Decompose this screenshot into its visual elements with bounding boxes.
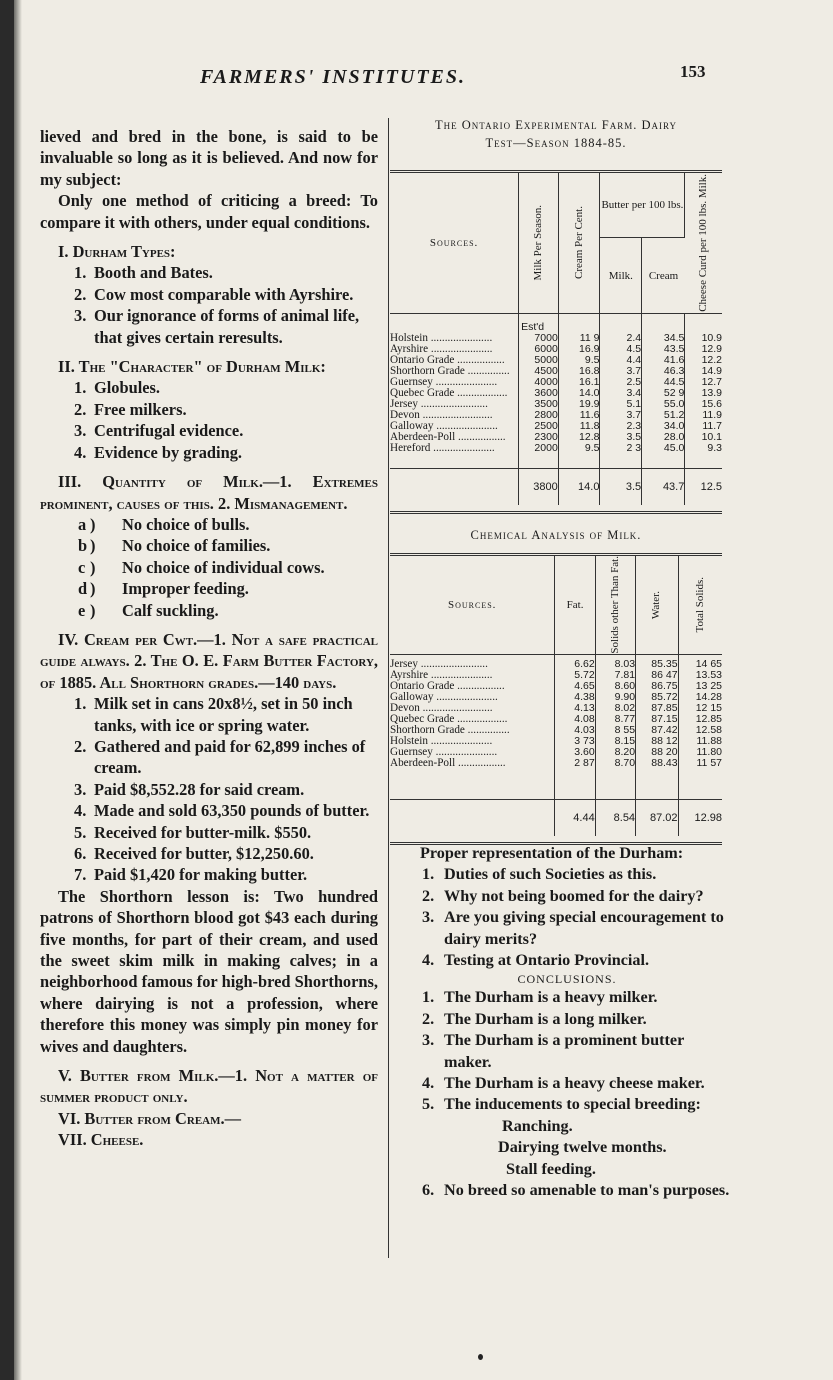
table-row: [390, 670, 722, 681]
factory-fact-number: 4.: [74, 801, 87, 821]
butter-cream-cell: 52 9: [642, 388, 685, 399]
chem-header-water: Water.: [636, 555, 678, 655]
cause-text: Calf suckling.: [122, 600, 219, 620]
dairy-avg-milk: 3800: [519, 469, 559, 506]
fat-cell: 4.65: [555, 681, 595, 692]
right-tables: [386, 116, 726, 845]
cause-letter: a: [78, 514, 87, 534]
right-column-text: [402, 843, 732, 1202]
butter-cream-cell: 45.0: [642, 443, 685, 454]
butter-cream-cell: 51.2: [642, 410, 685, 421]
durham-type-text: Cow most comparable with Ayrshire.: [94, 284, 354, 304]
table-row: [390, 703, 722, 714]
dairy-avg-cheese: 12.5: [685, 469, 722, 506]
milk-character-number: 1.: [74, 378, 87, 398]
table-row: [390, 725, 722, 736]
mismanagement-cause-4: [40, 578, 378, 599]
solids-cell: 8.60: [595, 681, 635, 692]
water-cell: 88.43: [636, 758, 678, 769]
cream-cell: 16.1: [558, 377, 600, 388]
dairy-header-butter: Butter per 100 lbs.: [600, 172, 685, 238]
dairy-header-cream: Cream Per Cent.: [558, 172, 600, 314]
fat-cell: 3.60: [555, 747, 595, 758]
cheese-cell: 10.9: [701, 332, 722, 344]
section-4-list: [40, 693, 378, 886]
source-cell: Hereford ......................: [390, 443, 519, 454]
conclusion-number: 5.: [422, 1095, 435, 1114]
source-cell: Ontario Grade .................: [390, 355, 519, 366]
factory-fact-text: Received for butter, $12,250.60.: [94, 844, 314, 863]
conclusion-2: [402, 1009, 732, 1030]
cause-letter: b: [78, 536, 88, 556]
cause-paren: ): [90, 557, 96, 577]
section-2-list: [40, 377, 378, 463]
butter-cream-cell: 34.0: [642, 421, 685, 432]
source-cell: Guernsey ......................: [390, 377, 519, 388]
cause-paren: ): [90, 536, 96, 556]
milk-character-text: Free milkers.: [94, 399, 187, 419]
mismanagement-cause-1: [40, 514, 378, 535]
butter-cream-cell: 41.6: [642, 355, 685, 366]
representation-item-text: Duties of such Societies as this.: [444, 865, 657, 884]
fat-cell: 4.38: [555, 692, 595, 703]
total-cell: 13 25: [695, 679, 722, 692]
cream-cell: 16.8: [558, 366, 600, 377]
empty-cell: [685, 314, 722, 334]
chem-header-total: Total Solids.: [693, 577, 706, 633]
milk-character-text: Centrifugal evidence.: [94, 421, 244, 441]
source-cell: Galloway ......................: [390, 692, 555, 703]
conclusion-text: The Durham is a heavy cheese maker.: [444, 1074, 705, 1093]
table-row: [390, 681, 722, 692]
total-cell: 14.28: [695, 690, 722, 703]
table-row: [390, 659, 722, 670]
water-cell: 85.72: [636, 692, 678, 703]
method-paragraph: Only one method of criticing a breed: To compare it with others, under equal conditions.: [40, 191, 378, 232]
durham-type-number: 2.: [74, 284, 87, 304]
empty-cell: [558, 314, 600, 334]
conclusion-6: [402, 1180, 732, 1201]
factory-fact-number: 7.: [74, 865, 87, 885]
butter-cream-cell: 28.0: [642, 432, 685, 443]
factory-fact-3: [40, 779, 378, 800]
conclusion-number: 6.: [422, 1181, 435, 1200]
durham-type-text: Our ignorance of forms of animal life, that gives certain reresults.: [94, 306, 360, 347]
butter-milk-cell: 2.5: [600, 377, 642, 388]
representation-item-text: Are you giving special encouragement to dairy merits?: [444, 908, 724, 948]
cheese-cell: 12.2: [701, 354, 722, 366]
solids-cell: 8.70: [595, 758, 635, 769]
water-cell: 87.42: [636, 725, 678, 736]
water-cell: 86 47: [636, 670, 678, 681]
milk-cell: 2500: [519, 421, 559, 432]
chem-avg-fat: 4.44: [555, 799, 595, 836]
cheese-cell: 15.6: [701, 398, 722, 410]
fat-cell: 4.13: [555, 703, 595, 714]
dairy-header-butter-cream: Cream: [648, 269, 679, 282]
cream-cell: 11 9: [558, 333, 600, 344]
conclusion-text: The inducements to special breeding:: [444, 1095, 701, 1114]
fat-cell: 3 73: [555, 736, 595, 747]
chem-header-row: [390, 555, 722, 655]
factory-fact-number: 3.: [74, 779, 87, 799]
butter-milk-cell: 3.5: [600, 432, 642, 443]
source-cell: Jersey ........................: [390, 659, 555, 670]
source-cell: Quebec Grade ..................: [390, 388, 519, 399]
factory-fact-text: Paid $8,552.28 for said cream.: [94, 779, 305, 799]
dairy-caption-line-2: Test—Season 1884-85.: [485, 136, 627, 150]
factory-fact-1: [40, 693, 378, 736]
table-row: [390, 736, 722, 747]
total-cell: 11 57: [696, 756, 722, 769]
source-cell: Shorthorn Grade ...............: [390, 725, 555, 736]
solids-cell: 9.90: [595, 692, 635, 703]
water-cell: 87.85: [636, 703, 678, 714]
durham-type-2: [40, 284, 378, 305]
section-3-heading: III. Quantity of Milk.—1. Extremes prominent, causes of this. 2. Mismanagement.: [40, 472, 378, 513]
estimated-label: Est'd: [519, 314, 559, 334]
milk-cell: 6000: [519, 344, 559, 355]
breeding-inducement-3: Stall feeding.: [506, 1159, 596, 1178]
chem-average-row: [390, 799, 722, 836]
representation-item-3: [402, 907, 732, 950]
representation-item-4: [402, 950, 732, 971]
dairy-estimated-row: [390, 314, 722, 334]
water-cell: 85.35: [636, 659, 678, 670]
table-row: [390, 758, 722, 769]
milk-character-number: 2.: [74, 399, 87, 419]
butter-cream-cell: 46.3: [642, 366, 685, 377]
section-3-list: [40, 514, 378, 621]
page-number: 153: [680, 62, 706, 81]
factory-fact-5: [40, 822, 378, 843]
representation-item-text: Why not being boomed for the dairy?: [444, 886, 704, 905]
milk-character-text: Globules.: [94, 378, 161, 398]
cause-letter: d: [78, 579, 88, 599]
source-cell: Devon .........................: [390, 703, 555, 714]
cause-paren: ): [90, 579, 96, 599]
left-column: [40, 126, 378, 1151]
section-1-heading: I. Durham Types:: [58, 242, 176, 262]
page-mark: [478, 1354, 483, 1360]
intro-paragraph: lieved and bred in the bone, is said to be invaluable so long as it is believed. And now for my subject:: [40, 127, 378, 189]
section-2-heading: II. The "Character" of Durham Milk:: [58, 357, 326, 377]
durham-type-1: [40, 262, 378, 283]
source-cell: Jersey ........................: [390, 399, 519, 410]
conclusion-5: [402, 1094, 732, 1115]
durham-type-text: Booth and Bates.: [94, 263, 213, 283]
conclusions-heading: CONCLUSIONS.: [517, 972, 617, 987]
chem-header-fat: Fat.: [555, 555, 595, 655]
table-row: [390, 714, 722, 725]
source-cell: Ayrshire ......................: [390, 670, 555, 681]
chem-table-caption: Chemical Analysis of Milk.: [470, 528, 642, 542]
page-binding-shadow: [14, 0, 22, 1380]
cause-text: No choice of families.: [122, 536, 271, 556]
representation-item-1: [402, 864, 732, 885]
dairy-header-sources: Sources.: [390, 172, 519, 314]
solids-cell: 8.15: [595, 736, 635, 747]
milk-character-4: [40, 442, 378, 463]
source-cell: Quebec Grade ..................: [390, 714, 555, 725]
factory-fact-number: 2.: [74, 736, 87, 756]
chemical-analysis-table: [390, 553, 722, 845]
water-cell: 87.15: [636, 714, 678, 725]
solids-cell: 8.20: [595, 747, 635, 758]
butter-milk-cell: 4.4: [600, 355, 642, 366]
conclusion-1: [402, 987, 732, 1008]
chem-avg-water: 87.02: [636, 799, 678, 836]
dairy-avg-butter-milk: 3.5: [600, 469, 642, 506]
table-row: [390, 692, 722, 703]
milk-character-text: Evidence by grading.: [94, 442, 242, 462]
dairy-caption-line-1: The Ontario Experimental Farm. Dairy: [435, 118, 677, 132]
cause-paren: ): [90, 600, 96, 620]
milk-character-1: [40, 377, 378, 398]
dairy-table-caption: [386, 116, 726, 152]
mismanagement-cause-2: [40, 535, 378, 556]
conclusion-number: 3.: [422, 1031, 435, 1050]
solids-cell: 8 55: [595, 725, 635, 736]
butter-milk-cell: 2 3: [600, 443, 642, 454]
cream-cell: 9.5: [558, 355, 600, 366]
cheese-cell: 12.7: [701, 376, 722, 388]
fat-cell: 4.03: [555, 725, 595, 736]
cream-cell: 12.8: [558, 432, 600, 443]
breeding-inducement-2: Dairying twelve months.: [498, 1138, 667, 1157]
source-cell: Devon .........................: [390, 410, 519, 421]
durham-type-3: [40, 305, 378, 348]
factory-fact-number: 1.: [74, 694, 87, 714]
durham-type-number: 1.: [74, 263, 87, 283]
factory-fact-text: Made and sold 63,350 pounds of butter.: [94, 801, 370, 821]
factory-fact-text: Paid $1,420 for making butter.: [94, 865, 308, 885]
cause-text: No choice of individual cows.: [122, 557, 325, 577]
cheese-cell: 14.9: [701, 365, 722, 377]
total-cell: 12.58: [695, 723, 722, 736]
cause-text: No choice of bulls.: [122, 514, 250, 534]
total-cell: 14 65: [695, 657, 722, 670]
butter-milk-cell: 5.1: [600, 399, 642, 410]
total-cell: 12.85: [695, 712, 722, 725]
mismanagement-cause-3: [40, 557, 378, 578]
conclusion-4: [402, 1073, 732, 1094]
source-cell: Holstein ......................: [390, 333, 519, 344]
cheese-cell: 12.9: [701, 343, 722, 355]
fat-cell: 6.62: [555, 659, 595, 670]
solids-cell: 8.03: [595, 659, 635, 670]
source-cell: Aberdeen-Poll .................: [390, 432, 519, 443]
dairy-header-milk: Milk Per Season.: [519, 172, 559, 314]
representation-item-2: [402, 886, 732, 907]
dairy-header-cheese: Cheese Curd per 100 lbs. Milk.: [697, 174, 710, 312]
butter-cream-cell: 43.5: [642, 344, 685, 355]
representation-list: [402, 864, 732, 971]
representation-item-number: 1.: [422, 865, 435, 884]
milk-cell: 7000: [519, 333, 559, 344]
dairy-header-row: [390, 172, 722, 238]
source-cell: Shorthorn Grade ...............: [390, 366, 519, 377]
conclusion-number: 1.: [422, 988, 435, 1007]
conclusion-number: 2.: [422, 1009, 435, 1028]
section-5-heading: V. Butter from Milk.—1. Not a matter of summer product only.: [40, 1066, 378, 1107]
milk-character-number: 4.: [74, 442, 87, 462]
empty-cell: [390, 314, 519, 334]
factory-fact-number: 6.: [74, 844, 87, 863]
fat-cell: 4.08: [555, 714, 595, 725]
empty-cell: [600, 314, 642, 334]
running-header: FARMERS' INSTITUTES.: [200, 66, 467, 88]
solids-cell: 8.02: [595, 703, 635, 714]
representation-item-number: 3.: [422, 908, 435, 927]
dairy-avg-butter-cream: 43.7: [642, 469, 685, 506]
fat-cell: 2 87: [555, 758, 595, 769]
section-4-heading: IV. Cream per Cwt.—1. Not a safe practical guide always. 2. The O. E. Farm Butter Factory, of 1885. All Shorthorn grades.—140 days.: [40, 629, 378, 692]
mismanagement-cause-5: [40, 600, 378, 621]
dairy-test-table: [390, 170, 722, 514]
solids-cell: 8.77: [595, 714, 635, 725]
representation-item-text: Testing at Ontario Provincial.: [444, 951, 650, 970]
cause-text: Improper feeding.: [122, 579, 249, 599]
cream-cell: 16.9: [558, 344, 600, 355]
cause-letter: e: [78, 600, 86, 620]
table-row: [390, 443, 722, 454]
cheese-cell: 11.7: [702, 420, 722, 432]
cream-cell: 11.8: [558, 421, 600, 432]
cause-paren: ): [90, 514, 96, 534]
representation-item-number: 2.: [422, 886, 435, 905]
total-cell: 11.88: [696, 734, 722, 747]
chem-header-solids: Solids other Than Fat.: [595, 555, 635, 655]
cheese-cell: 13.9: [701, 387, 722, 399]
source-cell: Guernsey ......................: [390, 747, 555, 758]
conclusion-text: No breed so amenable to man's purposes.: [444, 1181, 730, 1200]
chem-avg-solids: 8.54: [595, 799, 635, 836]
conclusion-text: The Durham is a heavy milker.: [444, 988, 658, 1007]
conclusion-number: 4.: [422, 1074, 435, 1093]
source-cell: Ontario Grade .................: [390, 681, 555, 692]
total-cell: 13.53: [695, 668, 722, 681]
butter-cream-cell: 44.5: [642, 377, 685, 388]
chem-avg-total: 12.98: [678, 799, 722, 836]
source-cell: Ayrshire ......................: [390, 344, 519, 355]
milk-cell: 2000: [519, 443, 559, 454]
butter-cream-cell: 34.5: [642, 333, 685, 344]
section-6-heading: VI. Butter from Cream.—: [58, 1108, 241, 1128]
table-row: [390, 747, 722, 758]
cream-cell: 9.5: [558, 443, 600, 454]
cream-cell: 11.6: [558, 410, 600, 421]
milk-character-2: [40, 399, 378, 420]
empty-cell: [642, 314, 685, 334]
butter-milk-cell: 2.4: [600, 333, 642, 344]
section-7-heading: VII. Cheese.: [58, 1130, 144, 1150]
cause-letter: c: [78, 557, 86, 577]
breeding-inducement-1: Ranching.: [502, 1116, 573, 1135]
cream-cell: 14.0: [558, 388, 600, 399]
solids-cell: 7.81: [595, 670, 635, 681]
water-cell: 88 20: [636, 747, 678, 758]
durham-type-number: 3.: [74, 306, 87, 326]
butter-milk-cell: 2.3: [600, 421, 642, 432]
fat-cell: 5.72: [555, 670, 595, 681]
factory-fact-7: [40, 864, 378, 885]
cream-cell: 19.9: [558, 399, 600, 410]
milk-cell: 2300: [519, 432, 559, 443]
butter-cream-cell: 55.0: [642, 399, 685, 410]
page-binding-edge: [0, 0, 14, 1380]
dairy-avg-cream: 14.0: [558, 469, 600, 506]
cheese-cell: 10.1: [701, 431, 722, 443]
milk-cell: 4000: [519, 377, 559, 388]
water-cell: 88 12: [636, 736, 678, 747]
milk-cell: 3500: [519, 399, 559, 410]
final-conclusion: [402, 1180, 732, 1201]
butter-milk-cell: 4.5: [600, 344, 642, 355]
breeding-inducements-list: [402, 1116, 732, 1180]
cheese-cell: 9.3: [707, 442, 722, 454]
source-cell: Aberdeen-Poll .................: [390, 758, 555, 769]
butter-milk-cell: 3.7: [600, 410, 642, 421]
dairy-average-row: [390, 469, 722, 506]
water-cell: 86.75: [636, 681, 678, 692]
milk-cell: 4500: [519, 366, 559, 377]
butter-milk-cell: 3.4: [600, 388, 642, 399]
chem-header-sources: Sources.: [390, 555, 555, 655]
milk-character-number: 3.: [74, 421, 87, 441]
milk-cell: 5000: [519, 355, 559, 366]
conclusion-text: The Durham is a long milker.: [444, 1009, 647, 1028]
factory-fact-number: 5.: [74, 822, 87, 842]
cheese-cell: 11.9: [702, 409, 722, 421]
source-cell: Holstein ......................: [390, 736, 555, 747]
conclusion-text: The Durham is a prominent butter maker.: [444, 1031, 684, 1071]
milk-character-3: [40, 420, 378, 441]
factory-fact-2: [40, 736, 378, 779]
milk-cell: 2800: [519, 410, 559, 421]
factory-fact-text: Received for butter-milk. $550.: [94, 822, 312, 842]
conclusions-list: [402, 987, 732, 1115]
total-cell: 12 15: [695, 701, 722, 714]
dairy-header-butter-milk: Milk.: [600, 238, 642, 314]
factory-fact-6: [40, 843, 378, 864]
source-cell: Galloway ......................: [390, 421, 519, 432]
representation-item-number: 4.: [422, 951, 435, 970]
section-1-list: [40, 262, 378, 348]
factory-fact-text: Gathered and paid for 62,899 inches of cream.: [94, 736, 366, 778]
proper-representation: Proper representation of the Durham:: [420, 844, 684, 862]
factory-fact-text: Milk set in cans 20x8½, set in 50 inch tanks, with ice or spring water.: [94, 694, 353, 735]
milk-cell: 3600: [519, 388, 559, 399]
conclusion-3: [402, 1030, 732, 1073]
factory-fact-4: [40, 800, 378, 821]
shorthorn-lesson: The Shorthorn lesson is: Two hundred patrons of Shorthorn blood got $43 each during five months, for part of their cream, and used the sweet skim milk in making calves; in a neighborhood famous for high-bred Shorthorns, where dairying is not a profession, where therefore this money was simply pin money for wives and daughters.: [40, 886, 378, 1056]
total-cell: 11.80: [696, 745, 722, 758]
butter-milk-cell: 3.7: [600, 366, 642, 377]
